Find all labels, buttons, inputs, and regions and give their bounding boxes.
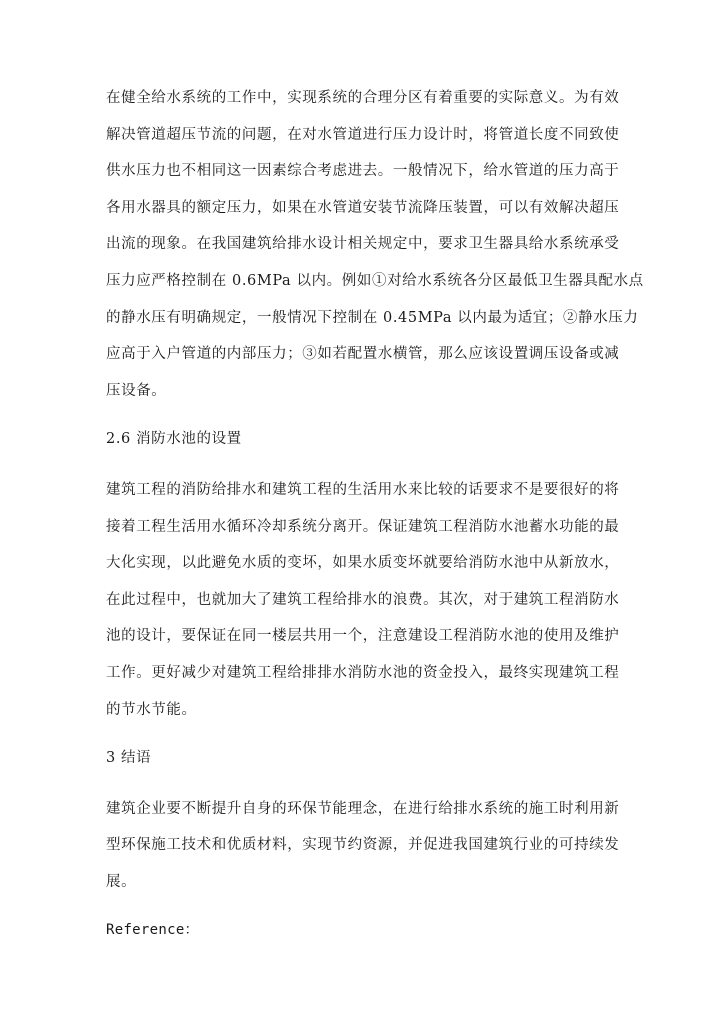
paragraph-conclusion — [106, 791, 620, 901]
paragraph-water-supply-zoning — [106, 80, 644, 409]
document-page — [106, 80, 644, 949]
text-line: 建筑企业要不断提升自身的环保节能理念，在进行给排水系统的施工时利用新 — [106, 800, 620, 817]
text-line: 大化实现，以此避免水质的变坏，如果水质变坏就要给消防水池中从新放水， — [106, 555, 620, 572]
text-line: 型环保施工技术和优质材料，实现节约资源，并促进我国建筑行业的可持续发 — [106, 837, 620, 854]
text-line: 接着工程生活用水循环冷却系统分离开。保证建筑工程消防水池蓄水功能的最 — [106, 518, 620, 535]
text-line: 建筑工程的消防给排水和建筑工程的生活用水来比较的话要求不是要很好的将 — [106, 481, 620, 498]
reference-label: Reference： — [106, 922, 199, 939]
text-line: 解决管道超压节流的问题，在对水管道进行压力设计时，将管道长度不同致使 — [106, 126, 620, 143]
text-line: 压力应严格控制在 0.6MPa 以内。例如①对给水系统各分区最低卫生器具配水点 — [106, 272, 644, 289]
section-heading-3: 3 结语 — [106, 750, 152, 767]
text-line: 的静水压有明确规定，一般情况下控制在 0.45MPa 以内最为适宜；②静水压力 — [106, 309, 639, 326]
text-line: 在此过程中，也就加大了建筑工程给排水的浪费。其次，对于建筑工程消防水 — [106, 591, 620, 608]
text-line: 压设备。 — [106, 382, 167, 399]
text-line: 的节水节能。 — [106, 701, 197, 718]
text-line: 各用水器具的额定压力，如果在水管道安装节流降压装置，可以有效解决超压 — [106, 199, 620, 216]
text-line: 工作。更好减少对建筑工程给排排水消防水池的资金投入，最终实现建筑工程 — [106, 664, 620, 681]
text-line: 应高于入户管道的内部压力；③如若配置水横管，那么应该设置调压设备或减 — [106, 346, 620, 363]
text-line: 池的设计，要保证在同一楼层共用一个，注意建设工程消防水池的使用及维护 — [106, 628, 620, 645]
text-line: 展。 — [106, 873, 137, 890]
section-heading-2-6: 2.6 消防水池的设置 — [106, 431, 242, 448]
text-line: 出流的现象。在我国建筑给排水设计相关规定中，要求卫生器具给水系统承受 — [106, 236, 620, 253]
text-line: 供水压力也不相同这一因素综合考虑进去。一般情况下，给水管道的压力高于 — [106, 163, 620, 180]
paragraph-fire-water-pool — [106, 472, 620, 728]
text-line: 在健全给水系统的工作中，实现系统的合理分区有着重要的实际意义。为有效 — [106, 90, 620, 106]
